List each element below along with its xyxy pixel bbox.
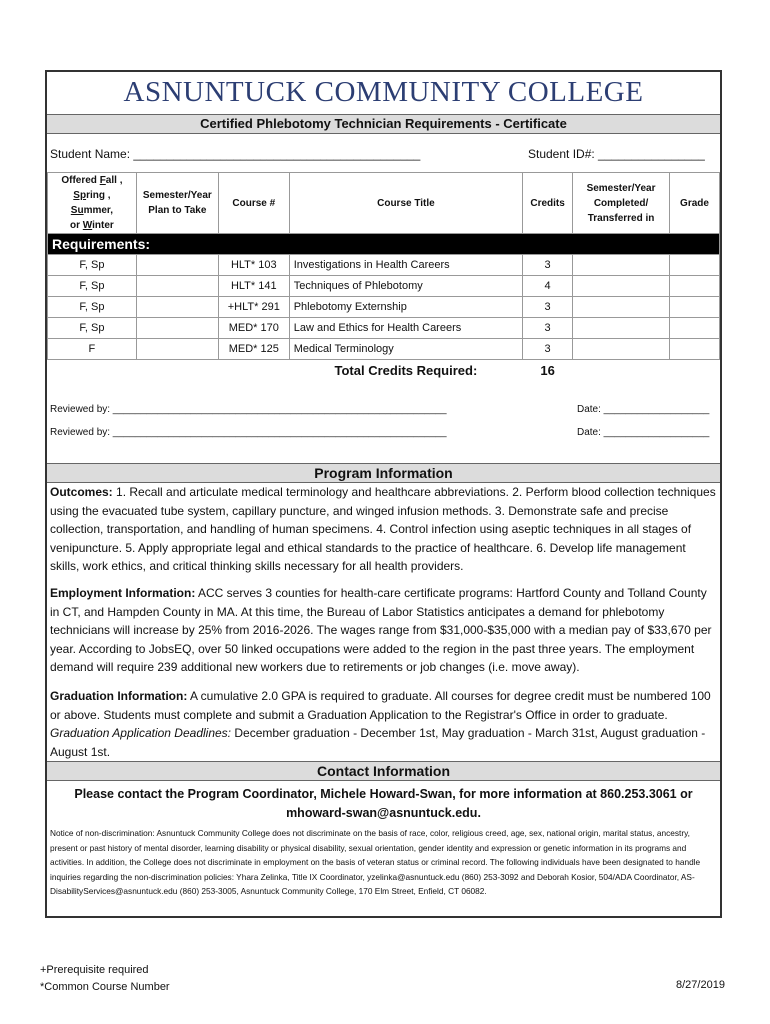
contact-information-heading: Contact Information [47, 761, 720, 781]
completed-header: Semester/Year Completed/ Transferred in [573, 173, 670, 234]
course-cell: MED* 125 [218, 339, 289, 360]
semester-header: Semester/Year Plan to Take [136, 173, 218, 234]
course-header: Course # [218, 173, 289, 234]
table-row [48, 255, 720, 276]
plan-cell[interactable] [136, 297, 218, 318]
offered-cell: F [48, 339, 137, 360]
plan-cell[interactable] [136, 318, 218, 339]
credits-cell: 3 [523, 318, 573, 339]
completed-cell[interactable] [573, 255, 670, 276]
table-row [48, 297, 720, 318]
grade-header: Grade [670, 173, 720, 234]
student-name-field[interactable]: Student Name: ___________________________________________ [50, 147, 421, 161]
contact-email[interactable]: mhoward-swan@asnuntuck.edu. [286, 806, 481, 820]
plan-cell[interactable] [136, 255, 218, 276]
offered-cell: F, Sp [48, 255, 137, 276]
title-cell: Techniques of Phlebotomy [289, 276, 522, 297]
course-cell: HLT* 103 [218, 255, 289, 276]
total-row [48, 360, 720, 381]
table-row [48, 276, 720, 297]
table-header-row [48, 173, 720, 234]
prerequisite-note: +Prerequisite required [40, 964, 149, 976]
program-information-heading: Program Information [47, 463, 720, 483]
course-cell: HLT* 141 [218, 276, 289, 297]
reviewed-by-1[interactable]: Reviewed by: ____________________________________________________________ [50, 404, 447, 415]
total-label: Total Credits Required: [334, 362, 478, 378]
completed-cell[interactable] [573, 339, 670, 360]
review-date-2[interactable]: Date: ___________________ [577, 427, 710, 438]
grade-cell[interactable] [670, 339, 720, 360]
credits-cell: 3 [523, 255, 573, 276]
table-row [48, 339, 720, 360]
document-frame [45, 70, 722, 918]
credits-cell: 3 [523, 339, 573, 360]
common-course-note: *Common Course Number [40, 981, 170, 993]
requirements-label: Requirements: [48, 234, 720, 255]
grade-cell[interactable] [670, 255, 720, 276]
credits-cell: 4 [523, 276, 573, 297]
reviewed-by-2[interactable]: Reviewed by: ____________________________________________________________ [50, 427, 447, 438]
college-title: ASNUNTUCK COMMUNITY COLLEGE [123, 76, 644, 108]
completed-cell[interactable] [573, 297, 670, 318]
plan-cell[interactable] [136, 276, 218, 297]
student-id-field[interactable]: Student ID#: ________________ [528, 147, 705, 161]
credits-cell: 3 [523, 297, 573, 318]
requirements-bar [48, 234, 720, 255]
course-cell: +HLT* 291 [218, 297, 289, 318]
offered-cell: F, Sp [48, 276, 137, 297]
completed-cell[interactable] [573, 276, 670, 297]
total-value: 16 [540, 362, 555, 378]
non-discrimination-notice: Notice of non-discrimination: Asnuntuck Community College does not discriminate on the basis of race, color, religious creed, age, sex, national origin, marital status, ancestry, present or past history of mental disorder, learning disability or physical disability, sexual orientation, gender identity and expression or genetic information in its programs and activities. In addition, the College does not discriminate in employment on the basis of veteran status or criminal record. The following individuals have been designated to handle inquiries regarding the non-discrimination policies: Yhara Zelinka, Title IX Coordinator, yzelinka@asnuntuck.edu (860) 253-3092 and Deborah Kosior, 504/ADA Coordinator, AS-DisabilityServices@asnuntuck.edu (860) 253-3005, Asnuntuck Community College, 170 Elm Street, Enfield, CT 06082. [50, 828, 701, 896]
title-cell: Medical Terminology [289, 339, 522, 360]
completed-cell[interactable] [573, 318, 670, 339]
plan-cell[interactable] [136, 339, 218, 360]
document-date: 8/27/2019 [676, 979, 725, 991]
course-title-header: Course Title [289, 173, 522, 234]
course-cell: MED* 170 [218, 318, 289, 339]
table-row [48, 318, 720, 339]
offered-header: Offered Fall , Spring , Summer, or Winter [48, 173, 137, 234]
grade-cell[interactable] [670, 276, 720, 297]
title-cell: Phlebotomy Externship [289, 297, 522, 318]
employment-paragraph: Employment Information: ACC serves 3 counties for health-care certificate programs: Hartford County and Tolland County in CT, and Hampden County in MA. At this time, the Bureau of Labor Statistics anticipates a demand for phlebotomy technicians will increase by 25% from 2016-2026. The wages range from $31,000-$35,000 with a median pay of $33,670 per year. According to JobsEQ, over 50 linked occupations were added to the region in the past three years. The employment demand will require 239 additional new workers due to retirements or job changes (i.e. move away). [50, 586, 712, 674]
outcomes-paragraph: Outcomes: 1. Recall and articulate medical terminology and healthcare abbreviations. 2. Perform blood collection techniques using the evacuated tube system, capillary puncture, and winged infusion methods. 3. Demonstrate safe and precise collection, transportation, and handling of human specimens. 4. Control infection using aseptic techniques in all stages of venipuncture. 5. Apply appropriate legal and ethical standards to the practice of healthcare. 6. Develop life management skills, work ethics, and critical thinking skills necessary for all health providers. [50, 485, 716, 573]
contact-line-1: Please contact the Program Coordinator, Michele Howard-Swan, for more information at 860.253.3061 or [74, 787, 693, 801]
title-cell: Law and Ethics for Health Careers [289, 318, 522, 339]
grade-cell[interactable] [670, 318, 720, 339]
review-date-1[interactable]: Date: ___________________ [577, 404, 710, 415]
credits-header: Credits [523, 173, 573, 234]
offered-cell: F, Sp [48, 318, 137, 339]
grade-cell[interactable] [670, 297, 720, 318]
offered-cell: F, Sp [48, 297, 137, 318]
graduation-paragraph: Graduation Information: A cumulative 2.0 GPA is required to graduate. All courses for degree credit must be numbered 100 or above. Students must complete and submit a Graduation Application to the Registrar's Office in order to graduate. Graduation Application Deadlines: December graduation - December 1st, May graduation - March 31st, August graduation - August 1st. [50, 689, 711, 759]
requirements-table [47, 172, 720, 380]
program-subtitle: Certified Phlebotomy Technician Requirements - Certificate [47, 114, 720, 134]
title-cell: Investigations in Health Careers [289, 255, 522, 276]
